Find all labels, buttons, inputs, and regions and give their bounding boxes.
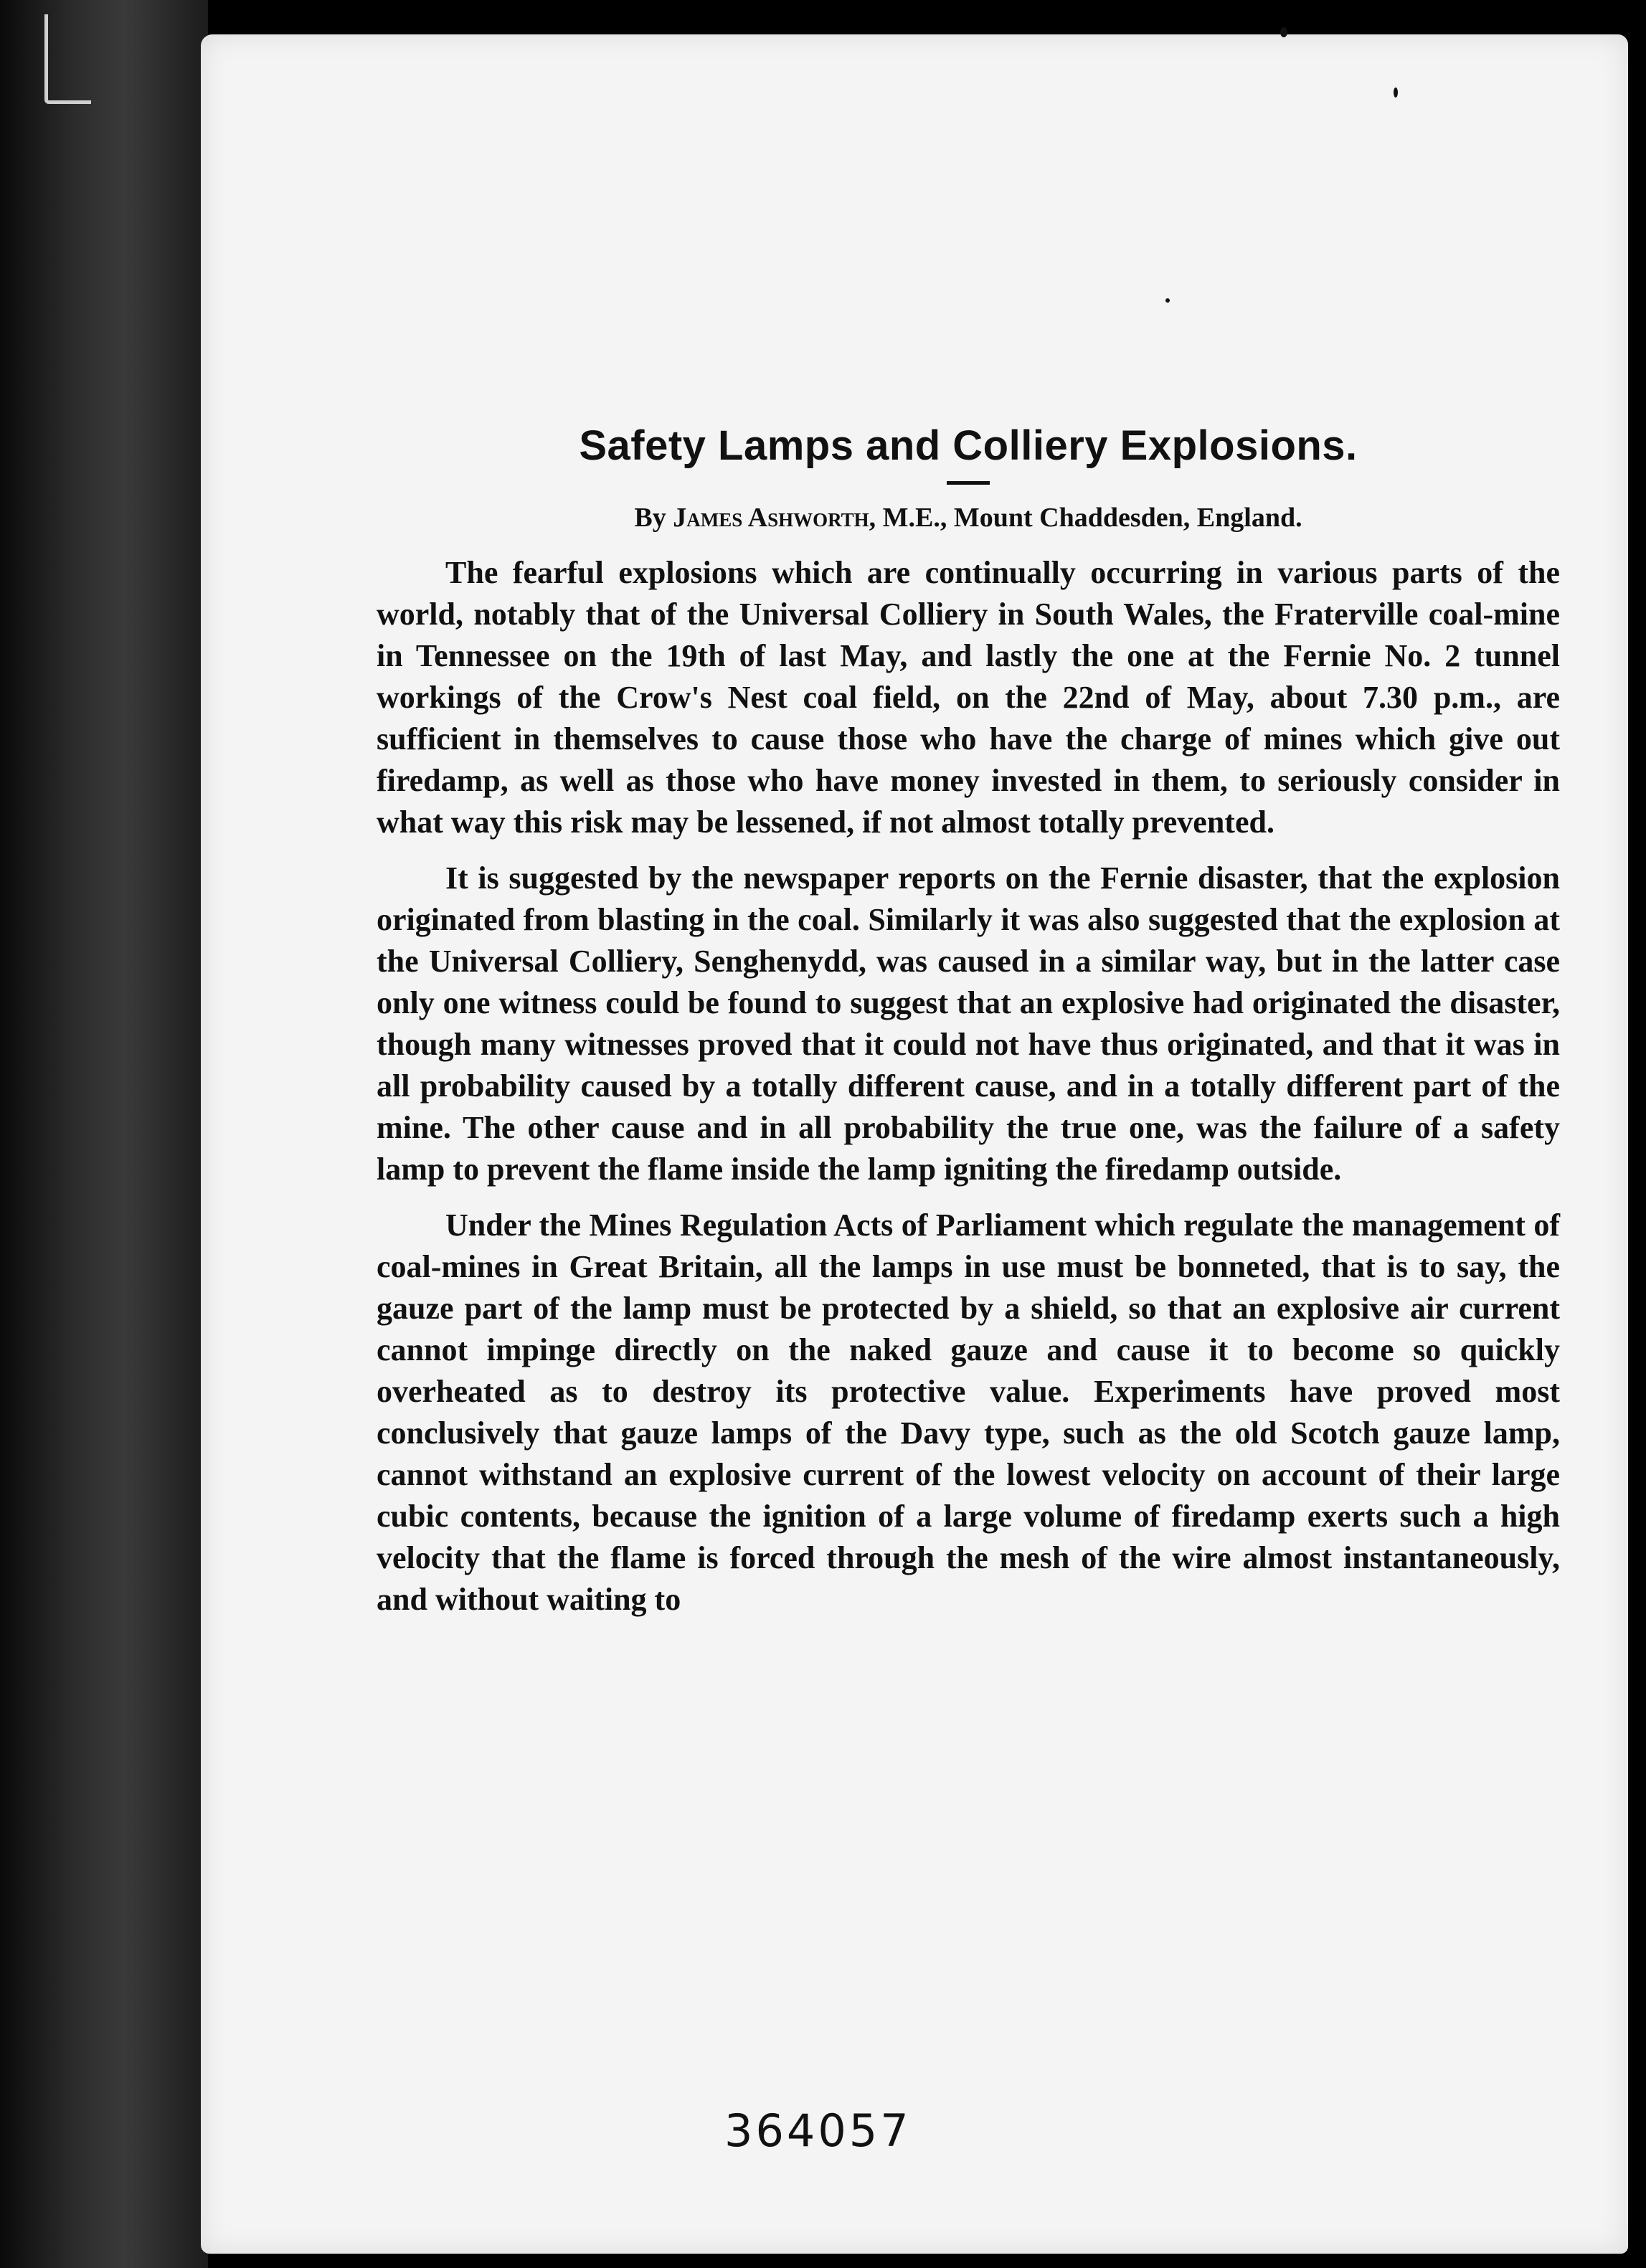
paragraph-2: It is suggested by the newspaper reports on the Fernie disaster, that the explosion originated from blasting in the coal. Similarly it was also suggested that the explosion at the Universal Colliery, Senghenydd, was caused in a similar way, but in the latter case only one witness could be found to suggest that an explosive had originated the disaster, though many witnesses proved that it could not have thus originated, and that it was in all probability caused by a totally different cause, and in a totally different part of the mine. The other cause and in all probability the true one, was the failure of a safety lamp to prevent the flame inside the lamp igniting the firedamp outside.	[377, 860, 1560, 1187]
speck	[1394, 87, 1398, 98]
paragraph-1: The fearful explosions which are continually occurring in various parts of the world, notably that of the Universal Colliery in South Wales, the Fraterville coal-mine in Tennessee on the 19th of last May, and lastly the one at the Fernie No. 2 tunnel workings of the Crow's Nest coal field, on the 22nd of May, about 7.30 p.m., are sufficient in themselves to cause those who have the charge of mines which give out firedamp, as well as those who have money invested in them, to seriously consider in what way this risk may be lessened, if not almost totally prevented.	[377, 555, 1560, 840]
byline-rest: , M.E., Mount Chaddesden, England.	[869, 503, 1302, 533]
title-divider	[947, 481, 990, 485]
handwritten-catalog-number: 364057	[724, 2105, 912, 2157]
byline-prefix: By	[634, 503, 666, 533]
byline-author: James Ashworth	[673, 503, 869, 533]
document-page	[201, 34, 1628, 2254]
paragraph-3: Under the Mines Regulation Acts of Parliament which regulate the management of coal-mines in Great Britain, all the lamps in use must be bonneted, that is to say, the gauze part of the lamp must be protected by a shield, so that an explosive air current cannot impinge directly on the naked gauze and cause it to become so quickly overheated as to destroy its protective value. Experiments have proved most conclusively that gauze lamps of the Davy type, such as the old Scotch gauze lamp, cannot withstand an explosive current of the lowest velocity on account of their large cubic contents, because the ignition of a large volume of firedamp exerts such a high velocity that the flame is forced through the mesh of the wire almost instantaneously, and without waiting to	[377, 1207, 1560, 1617]
article-byline	[377, 502, 1560, 533]
article-title: Safety Lamps and Colliery Explosions.	[579, 422, 1358, 469]
scan-corner-mark	[44, 14, 91, 104]
scan-left-edge	[0, 0, 208, 2268]
speck	[1165, 298, 1170, 303]
article	[377, 422, 1560, 1635]
speck	[1280, 27, 1287, 37]
